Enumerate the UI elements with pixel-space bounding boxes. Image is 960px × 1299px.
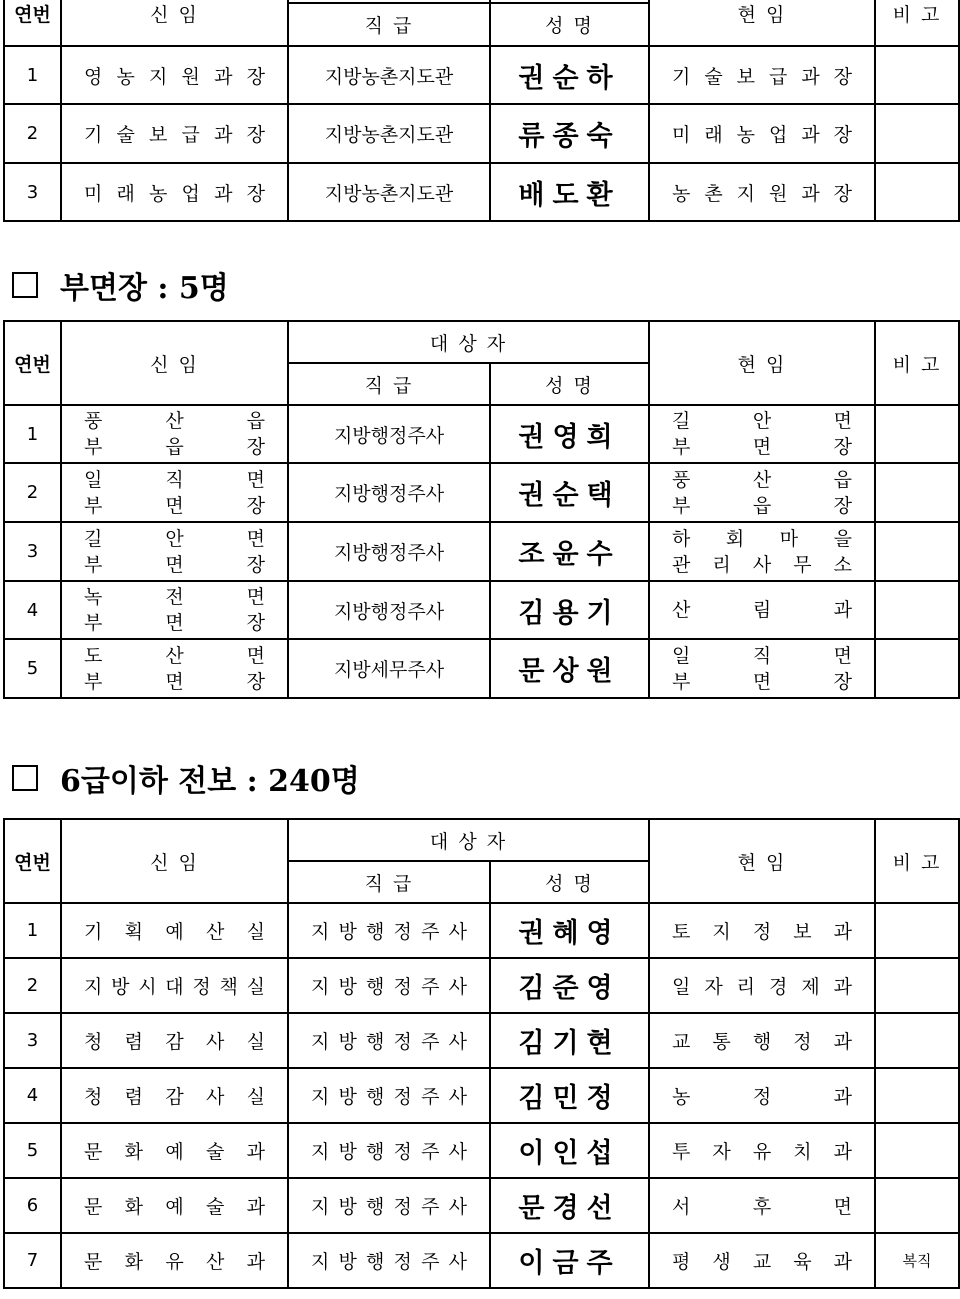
cell-current (649, 1013, 875, 1068)
cell-rank (288, 1233, 490, 1288)
table-row (4, 1178, 959, 1233)
cell-name: 김민정 (490, 1068, 649, 1123)
cell-current-text: 서 후 면 (672, 1196, 852, 1218)
cell-name: 이인섭 (490, 1123, 649, 1178)
cell-current (649, 405, 875, 463)
cell-current (649, 463, 875, 522)
header-new-post: 신 임 (61, 0, 288, 46)
cell-note (875, 1013, 959, 1068)
table-row (4, 163, 959, 221)
cell-note (875, 463, 959, 522)
header-current: 현 임 (649, 819, 875, 903)
cell-current (649, 1233, 875, 1288)
cell-name: 김용기 (490, 581, 649, 639)
cell-seq: 1 (4, 903, 61, 958)
cell-current-text: 기 술 보 급 과 장 (672, 65, 852, 88)
cell-rank (288, 1123, 490, 1178)
header-note: 비 고 (875, 0, 959, 46)
cell-new-post (61, 1178, 288, 1233)
cell-new-post (61, 46, 288, 104)
cell-new-post (61, 903, 288, 958)
cell-current (649, 104, 875, 163)
cell-new-post-text: 청 렴 감 사 실 (84, 1086, 265, 1108)
table-row (4, 581, 959, 639)
cell-new-post-text: 지 방 시 대 정 책 실 (84, 976, 265, 998)
header-rank: 직 급 (288, 861, 490, 903)
cell-rank-text: 지 방 행 정 주 사 (311, 1031, 467, 1053)
cell-current-text: 평 생 교 육 과 (672, 1251, 852, 1273)
cell-note (875, 1068, 959, 1123)
header-note: 비 고 (875, 321, 959, 405)
cell-name: 문경선 (490, 1178, 649, 1233)
cell-current-line1: 풍 산 읍 (672, 468, 852, 491)
section-title-transfers (12, 756, 360, 800)
cell-new-post-text: 영 농 지 원 과 장 (84, 65, 265, 88)
cell-new-post-line2: 부 면 장 (84, 494, 265, 517)
cell-name: 권순하 (490, 46, 649, 104)
cell-new-post (61, 958, 288, 1013)
cell-name: 류종숙 (490, 104, 649, 163)
cell-new-post-line1: 도 산 면 (84, 644, 265, 667)
cell-rank (288, 1178, 490, 1233)
header-name: 성 명 (490, 3, 649, 46)
cell-current (649, 958, 875, 1013)
cell-note (875, 522, 959, 581)
cell-new-post-text: 문 화 유 산 과 (84, 1251, 265, 1273)
table-row (4, 46, 959, 104)
cell-rank (288, 903, 490, 958)
cell-new-post (61, 104, 288, 163)
cell-new-post (61, 1233, 288, 1288)
cell-rank: 지방행정주사 (288, 522, 490, 581)
cell-rank: 지방행정주사 (288, 405, 490, 463)
cell-name: 이금주 (490, 1233, 649, 1288)
cell-current-line2: 부 면 장 (672, 670, 852, 693)
cell-current-text: 교 통 행 정 과 (672, 1031, 852, 1053)
cell-name: 조윤수 (490, 522, 649, 581)
section-title-vice-mayor (12, 263, 229, 307)
cell-name: 김기현 (490, 1013, 649, 1068)
cell-new-post (61, 463, 288, 522)
header-name: 성 명 (490, 861, 649, 903)
cell-current-line2: 부 읍 장 (672, 494, 852, 517)
cell-note (875, 958, 959, 1013)
cell-note (875, 405, 959, 463)
cell-current (649, 522, 875, 581)
cell-new-post (61, 163, 288, 221)
table-vice-mayors (3, 320, 960, 699)
cell-new-post-text: 미 래 농 업 과 장 (84, 182, 265, 205)
cell-seq: 3 (4, 522, 61, 581)
header-seq: 연번 (4, 321, 61, 405)
cell-rank: 지방행정주사 (288, 581, 490, 639)
cell-new-post (61, 1068, 288, 1123)
table-row (4, 639, 959, 698)
header-rank: 직 급 (288, 363, 490, 405)
header-new-post: 신 임 (61, 321, 288, 405)
table-top-managers (3, 0, 960, 222)
table-transfers (3, 818, 960, 1289)
header-new-post: 신 임 (61, 819, 288, 903)
cell-current-text: 미 래 농 업 과 장 (672, 124, 852, 146)
cell-seq: 3 (4, 1013, 61, 1068)
cell-rank-text: 지 방 행 정 주 사 (311, 1141, 467, 1163)
cell-rank: 지방농촌지도관 (288, 163, 490, 221)
cell-new-post (61, 1013, 288, 1068)
checkbox-icon (12, 272, 38, 298)
table-row (4, 104, 959, 163)
cell-seq: 5 (4, 639, 61, 698)
cell-seq: 2 (4, 958, 61, 1013)
header-target: 대 상 자 (288, 321, 649, 363)
cell-name: 배도환 (490, 163, 649, 221)
cell-current-text: 투 자 유 치 과 (672, 1141, 852, 1163)
cell-new-post-line2: 부 면 장 (84, 612, 265, 634)
table-row (4, 1068, 959, 1123)
table-row (4, 958, 959, 1013)
cell-seq: 3 (4, 163, 61, 221)
cell-new-post (61, 1123, 288, 1178)
cell-note (875, 1123, 959, 1178)
cell-new-post-text: 청 렴 감 사 실 (84, 1031, 265, 1053)
table-row (4, 1013, 959, 1068)
cell-rank-text: 지 방 행 정 주 사 (311, 1086, 467, 1108)
cell-seq: 4 (4, 1068, 61, 1123)
cell-current (649, 1178, 875, 1233)
cell-current-line1: 산 림 과 (672, 599, 852, 621)
header-current: 현 임 (649, 321, 875, 405)
cell-note (875, 639, 959, 698)
cell-rank-text: 지 방 행 정 주 사 (311, 921, 467, 943)
cell-new-post (61, 639, 288, 698)
header-note: 비 고 (875, 819, 959, 903)
cell-name: 김준영 (490, 958, 649, 1013)
cell-new-post-line2: 부 면 장 (84, 553, 265, 576)
table-row (4, 405, 959, 463)
table-row (4, 463, 959, 522)
cell-rank: 지방세무주사 (288, 639, 490, 698)
cell-current (649, 581, 875, 639)
cell-new-post (61, 405, 288, 463)
cell-seq: 2 (4, 463, 61, 522)
cell-current-line1: 길 안 면 (672, 410, 852, 432)
table-row (4, 1123, 959, 1178)
cell-seq: 4 (4, 581, 61, 639)
cell-rank-text: 지 방 행 정 주 사 (311, 976, 467, 998)
header-seq: 연번 (4, 0, 61, 46)
cell-current-line1: 일 직 면 (672, 644, 852, 667)
cell-seq: 6 (4, 1178, 61, 1233)
cell-new-post-text: 문 화 예 술 과 (84, 1141, 265, 1163)
cell-current-line2: 관 리 사 무 소 (672, 553, 852, 576)
cell-new-post-line1: 일 직 면 (84, 468, 265, 491)
cell-new-post (61, 522, 288, 581)
cell-seq: 5 (4, 1123, 61, 1178)
cell-note (875, 1178, 959, 1233)
cell-name: 권순택 (490, 463, 649, 522)
cell-seq: 2 (4, 104, 61, 163)
cell-note (875, 903, 959, 958)
header-target: 대 상 자 (288, 819, 649, 861)
cell-new-post-line1: 녹 전 면 (84, 586, 265, 608)
cell-rank (288, 1013, 490, 1068)
cell-new-post-text: 기 획 예 산 실 (84, 921, 265, 943)
cell-rank-text: 지 방 행 정 주 사 (311, 1196, 467, 1218)
header-rank: 직 급 (288, 3, 490, 46)
cell-new-post-line1: 길 안 면 (84, 527, 265, 550)
header-current: 현 임 (649, 0, 875, 46)
cell-name: 권혜영 (490, 903, 649, 958)
section-title-text: 부면장 : 5명 (60, 271, 229, 306)
cell-current-text: 농 촌 지 원 과 장 (672, 182, 852, 205)
cell-name: 권영희 (490, 405, 649, 463)
cell-current-text: 일 자 리 경 제 과 (672, 976, 852, 998)
cell-current (649, 1068, 875, 1123)
table-row (4, 1233, 959, 1288)
cell-current (649, 639, 875, 698)
table-row (4, 522, 959, 581)
cell-rank: 지방농촌지도관 (288, 104, 490, 163)
cell-current-text: 토 지 정 보 과 (672, 921, 852, 943)
cell-current (649, 903, 875, 958)
cell-current (649, 163, 875, 221)
cell-new-post-text: 기 술 보 급 과 장 (84, 124, 265, 146)
cell-rank (288, 958, 490, 1013)
cell-current (649, 1123, 875, 1178)
cell-new-post-line2: 부 면 장 (84, 670, 265, 693)
table-row (4, 903, 959, 958)
cell-new-post (61, 581, 288, 639)
cell-rank (288, 1068, 490, 1123)
checkbox-icon (12, 765, 38, 791)
cell-current-line1: 하 회 마 을 (672, 527, 852, 550)
header-name: 성 명 (490, 363, 649, 405)
cell-current (649, 46, 875, 104)
cell-seq: 1 (4, 46, 61, 104)
cell-new-post-line1: 풍 산 읍 (84, 410, 265, 432)
cell-rank-text: 지 방 행 정 주 사 (311, 1251, 467, 1273)
section-title-text: 6급이하 전보 : 240명 (60, 764, 360, 799)
cell-note (875, 163, 959, 221)
cell-note (875, 46, 959, 104)
cell-seq: 7 (4, 1233, 61, 1288)
cell-new-post-text: 문 화 예 술 과 (84, 1196, 265, 1218)
cell-note (875, 581, 959, 639)
cell-rank: 지방농촌지도관 (288, 46, 490, 104)
cell-name: 문상원 (490, 639, 649, 698)
cell-note: 복직 (875, 1233, 959, 1288)
cell-new-post-line2: 부 읍 장 (84, 436, 265, 458)
cell-note (875, 104, 959, 163)
cell-current-line2: 부 면 장 (672, 436, 852, 458)
cell-current-text: 농 정 과 (672, 1086, 852, 1108)
cell-seq: 1 (4, 405, 61, 463)
cell-rank: 지방행정주사 (288, 463, 490, 522)
header-seq: 연번 (4, 819, 61, 903)
